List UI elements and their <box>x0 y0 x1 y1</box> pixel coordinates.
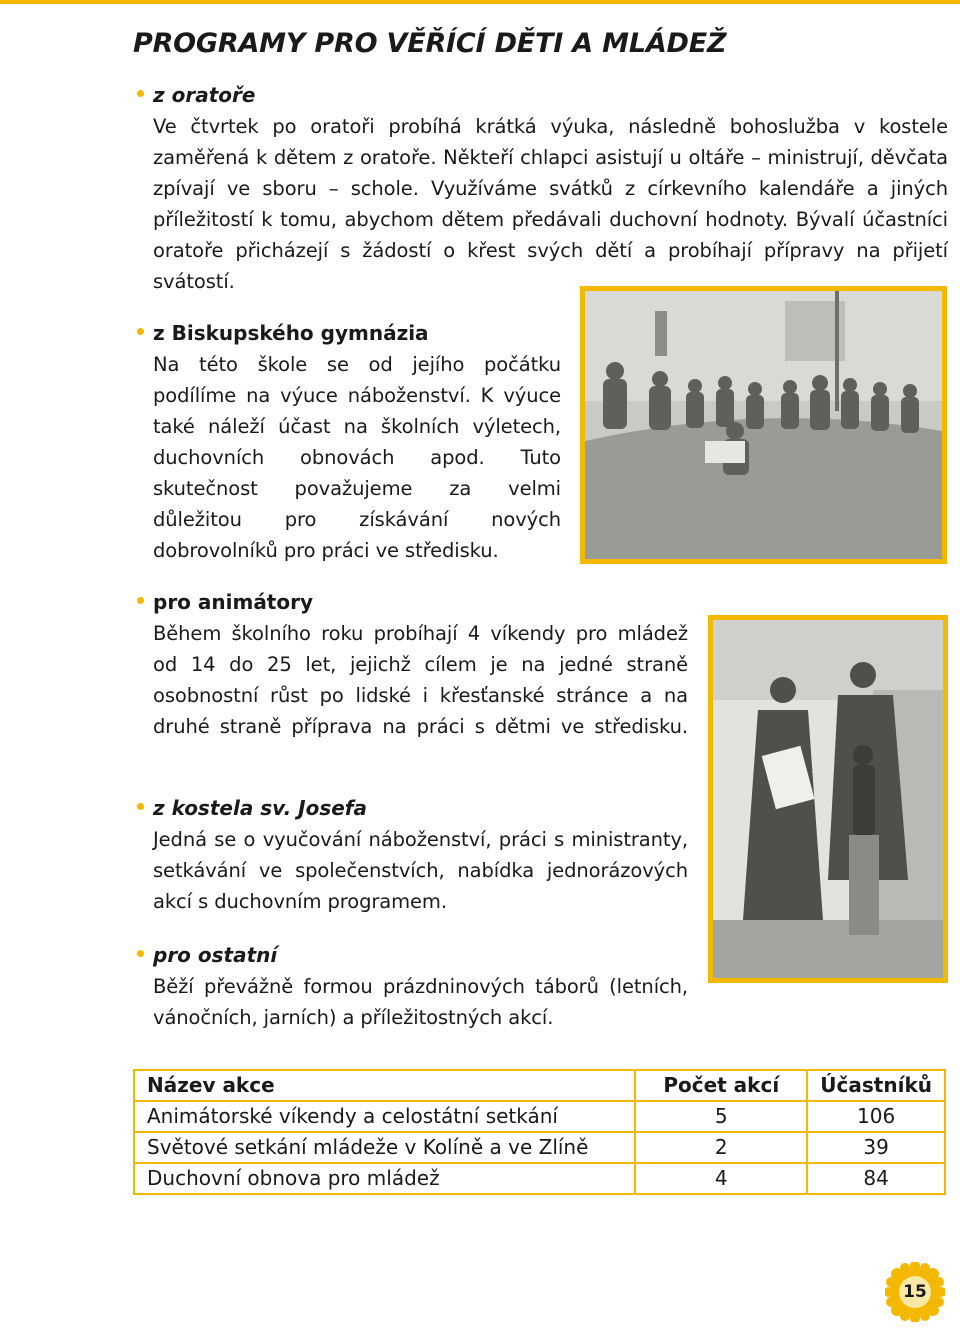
table-header-row <box>134 1070 945 1101</box>
cell-event-count: 4 <box>635 1163 807 1194</box>
bullet-icon <box>137 90 144 97</box>
cell-event-name: Duchovní obnova pro mládež <box>134 1163 635 1194</box>
section-heading: pro ostatní <box>153 943 278 967</box>
section-bishops-gymnasium <box>153 318 561 566</box>
cell-event-count: 5 <box>635 1101 807 1132</box>
bullet-icon <box>137 328 144 335</box>
section-text: Ve čtvrtek po oratoři probíhá krátká výuka, následně bohoslužba v kostele zaměřená k dětem z oratoře. Někteří chlapci asistují u oltáře – ministrují, děvčata zpívají ve sboru – schole. Využíváme svátků z církevního kalendáře a jiných příležitostí k tomu, abychom dětem předávali duchovní hodnoty. Bývalí účastníci oratoře přicházejí s žádostí o křest svých dětí a probíhají přípravy na přijetí svátostí. <box>153 115 948 293</box>
cell-participants: 39 <box>807 1132 945 1163</box>
column-header-event-count: Počet akcí <box>635 1070 807 1101</box>
bullet-icon <box>137 597 144 604</box>
top-accent-line <box>0 0 960 4</box>
column-header-event-name: Název akce <box>134 1070 635 1101</box>
section-animators <box>153 587 688 773</box>
page-number-badge <box>885 1262 945 1322</box>
table-row <box>134 1132 945 1163</box>
events-table <box>133 1069 946 1195</box>
section-heading: pro animátory <box>153 590 314 614</box>
photo-illustration <box>713 620 943 978</box>
section-st-joseph-church <box>153 793 688 917</box>
bullet-icon <box>137 950 144 957</box>
cell-event-count: 2 <box>635 1132 807 1163</box>
page-number: 15 <box>903 1282 927 1302</box>
page-title: PROGRAMY PRO VĚŘÍCÍ DĚTI A MLÁDEŽ <box>133 28 727 59</box>
photo-illustration <box>585 291 942 559</box>
table-row <box>134 1101 945 1132</box>
cell-participants: 106 <box>807 1101 945 1132</box>
section-text: Běží převážně formou prázdninových táborů (letních, vánočních, jarních) a příležitostných akcí. <box>153 975 688 1029</box>
section-heading: z Biskupského gymnázia <box>153 321 429 345</box>
section-heading: z kostela sv. Josefa <box>153 796 367 820</box>
section-others <box>153 940 688 1033</box>
bullet-icon <box>137 803 144 810</box>
cell-event-name: Animátorské víkendy a celostátní setkání <box>134 1101 635 1132</box>
cell-event-name: Světové setkání mládeže v Kolíně a ve Zlíně <box>134 1132 635 1163</box>
section-text: Během školního roku probíhají 4 víkendy pro mládež od 14 do 25 let, jejichž cílem je na jedné straně osobnostní růst po lidské i křesťanské stránce a na druhé straně příprava na práci s dětmi ve středisku. <box>153 622 688 738</box>
section-heading: z oratoře <box>153 83 256 107</box>
photo-children-in-church <box>580 286 947 564</box>
photo-priests-with-girl <box>708 615 948 983</box>
section-text: Jedná se o vyučování náboženství, práci s ministranty, setkávání ve společenstvích, nabídka jednorázových akcí s duchovním programem. <box>153 828 688 913</box>
table-row <box>134 1163 945 1194</box>
column-header-participants: Účastníků <box>807 1070 945 1101</box>
section-text: Na této škole se od jejího počátku podílíme na výuce náboženství. K výuce také náleží účast na školních výletech, duchovních obnovách apod. Tuto skutečnost považujeme za velmi důležitou pro získávání nových dobrovolníků pro práci ve středisku. <box>153 353 561 562</box>
cell-participants: 84 <box>807 1163 945 1194</box>
